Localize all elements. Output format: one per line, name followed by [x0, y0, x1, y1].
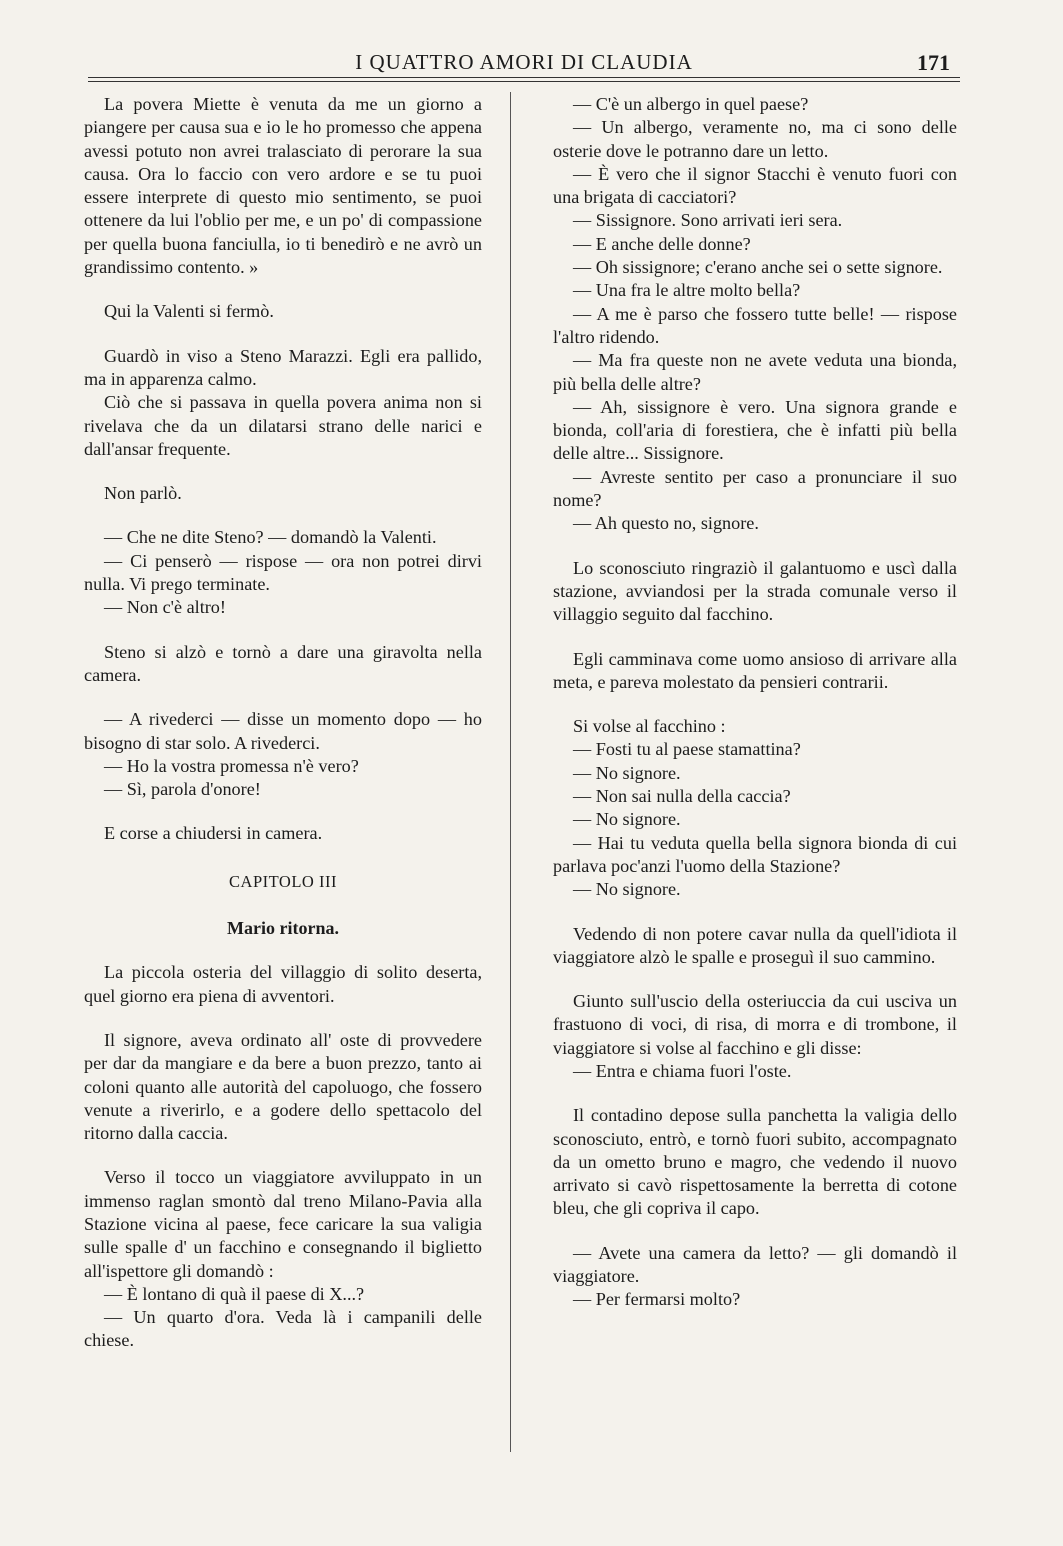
dialogue-line: — Avete una camera da letto? — gli domandò il viaggiatore.	[553, 1242, 957, 1287]
chapter-heading: CAPITOLO III	[229, 871, 337, 891]
dialogue-line: — Ma fra queste non ne avete veduta una bionda, più bella delle altre?	[553, 350, 957, 394]
dialogue-line: — Non c'è altro!	[104, 597, 226, 618]
paragraph: Il contadino depose sulla panchetta la valigia dello sconosciuto, entrò, e tornò fuori subito, accompagnato da un ometto bruno e magro, che vedendo il nuovo arrivato si cavò rispettosamente la berretta di cotone bleu, che gli copriva il capo.	[553, 1105, 957, 1219]
paragraph: Egli camminava come uomo ansioso di arrivare alla meta, e pareva molestato da pensieri contrarii.	[553, 648, 957, 692]
paragraph: Ciò che si passava in quella povera anima non si rivelava che da un dilatarsi strano delle narici e dall'ansar frequente.	[84, 392, 482, 459]
dialogue-line: — Un quarto d'ora. Veda là i campanili delle chiese.	[84, 1307, 482, 1351]
left-column	[84, 93, 482, 1353]
chapter-title: Mario ritorna.	[227, 918, 339, 939]
paragraph: Lo sconosciuto ringraziò il galantuomo e uscì dalla stazione, avviandosi per la strada comunale verso il villaggio seguito dal facchino.	[553, 557, 957, 625]
dialogue-line: — Un albergo, veramente no, ma ci sono delle osterie dove le potranno dare un letto.	[553, 117, 957, 161]
paragraph: Verso il tocco un viaggiatore avviluppato in un immenso raglan smontò dal treno Milano-Pavia alla Stazione vicina al paese, fece caricare la sua valigia sulle spalle d' un facchino e consegnando il biglietto all'ispettore gli domandò :	[84, 1167, 482, 1281]
dialogue-line: — Sì, parola d'onore!	[104, 779, 261, 800]
dialogue-line: — No signore.	[573, 879, 681, 900]
dialogue-line: — Che ne dite Steno? — domandò la Valenti.	[104, 527, 437, 548]
paragraph: La povera Miette è venuta da me un giorno a piangere per causa sua e io le ho promesso che appena avessi potuto non avrei tralasciato di perorare la sua causa. Ora lo faccio con vero ardore e se tu puoi essere interprete di questo mio sentimento, se puoi ottenere da lui l'oblio per me, e un po' di compassione per quella buona fanciulla, io ti benedirò e ne avrò un grandissimo contento. »	[84, 94, 482, 278]
dialogue-line: — Una fra le altre molto bella?	[573, 280, 801, 301]
dialogue-line: — È vero che il signor Stacchi è venuto fuori con una brigata di cacciatori?	[553, 163, 957, 208]
dialogue-line: — A rivederci — disse un momento dopo — ho bisogno di star solo. A rivederci.	[84, 709, 482, 753]
dialogue-line: — E anche delle donne?	[573, 233, 751, 254]
dialogue-line: — Hai tu veduta quella bella signora bionda di cui parlava poc'anzi l'uomo della Stazione?	[553, 832, 957, 876]
dialogue-line: — Per fermarsi molto?	[573, 1289, 741, 1310]
dialogue-line: — Sissignore. Sono arrivati ieri sera.	[573, 210, 843, 231]
dialogue-line: — C'è un albergo in quel paese?	[573, 94, 809, 114]
dialogue-line: — Non sai nulla della caccia?	[573, 786, 791, 807]
paragraph: Non parlò.	[104, 483, 182, 504]
dialogue-line: — Avreste sentito per caso a pronunciare il suo nome?	[553, 466, 957, 511]
dialogue-line: — Fosti tu al paese stamattina?	[573, 739, 801, 760]
page-header	[88, 48, 960, 82]
dialogue-line: — Entra e chiama fuori l'oste.	[573, 1060, 792, 1081]
dialogue-line: — Ci penserò — rispose — ora non potrei dirvi nulla. Vi prego terminate.	[84, 550, 482, 595]
paragraph: E corse a chiudersi in camera.	[104, 823, 323, 844]
paragraph: Qui la Valenti si fermò.	[104, 301, 274, 322]
dialogue-line: — No signore.	[573, 809, 681, 830]
right-column	[553, 93, 957, 1312]
page-number: 171	[917, 50, 950, 75]
dialogue-line: — Oh sissignore; c'erano anche sei o sette signore.	[573, 257, 943, 278]
paragraph: Vedendo di non potere cavar nulla da quell'idiota il viaggiatore alzò le spalle e proseguì il suo cammino.	[553, 923, 957, 967]
header-rule	[88, 81, 960, 82]
paragraph: Giunto sull'uscio della osteriuccia da cui usciva un frastuono di voci, di risa, di morra e di trombone, il viaggiatore si volse al facchino e gli disse:	[553, 991, 957, 1058]
dialogue-line: — A me è parso che fossero tutte belle! — rispose l'altro ridendo.	[553, 303, 957, 347]
paragraph: Si volse al facchino :	[573, 716, 726, 737]
running-title: I QUATTRO AMORI DI CLAUDIA	[355, 50, 693, 74]
paragraph: La piccola osteria del villaggio di solito deserta, quel giorno era piena di avventori.	[84, 962, 482, 1006]
header-rule	[88, 77, 960, 78]
paragraph: Il signore, aveva ordinato all' oste di provvedere per dar da mangiare e da bere a buon prezzo, tanto ai coloni quanto alle autorità del capoluogo, che fossero venute a riverirlo, e a godere dello spettacolo del ritorno dalla caccia.	[84, 1029, 482, 1144]
dialogue-line: — No signore.	[573, 762, 681, 783]
paragraph: Steno si alzò e tornò a dare una giravolta nella camera.	[84, 641, 482, 685]
dialogue-line: — Ah questo no, signore.	[573, 513, 759, 534]
paragraph: Guardò in viso a Steno Marazzi. Egli era pallido, ma in apparenza calmo.	[84, 345, 482, 389]
dialogue-line: — Ah, sissignore è vero. Una signora grande e bionda, coll'aria di forestiera, che è infatti più bella delle altre... Sissignore.	[553, 396, 957, 464]
column-divider	[510, 92, 511, 1452]
dialogue-line: — Ho la vostra promessa n'è vero?	[104, 755, 359, 776]
dialogue-line: — È lontano di quà il paese di X...?	[104, 1283, 365, 1304]
